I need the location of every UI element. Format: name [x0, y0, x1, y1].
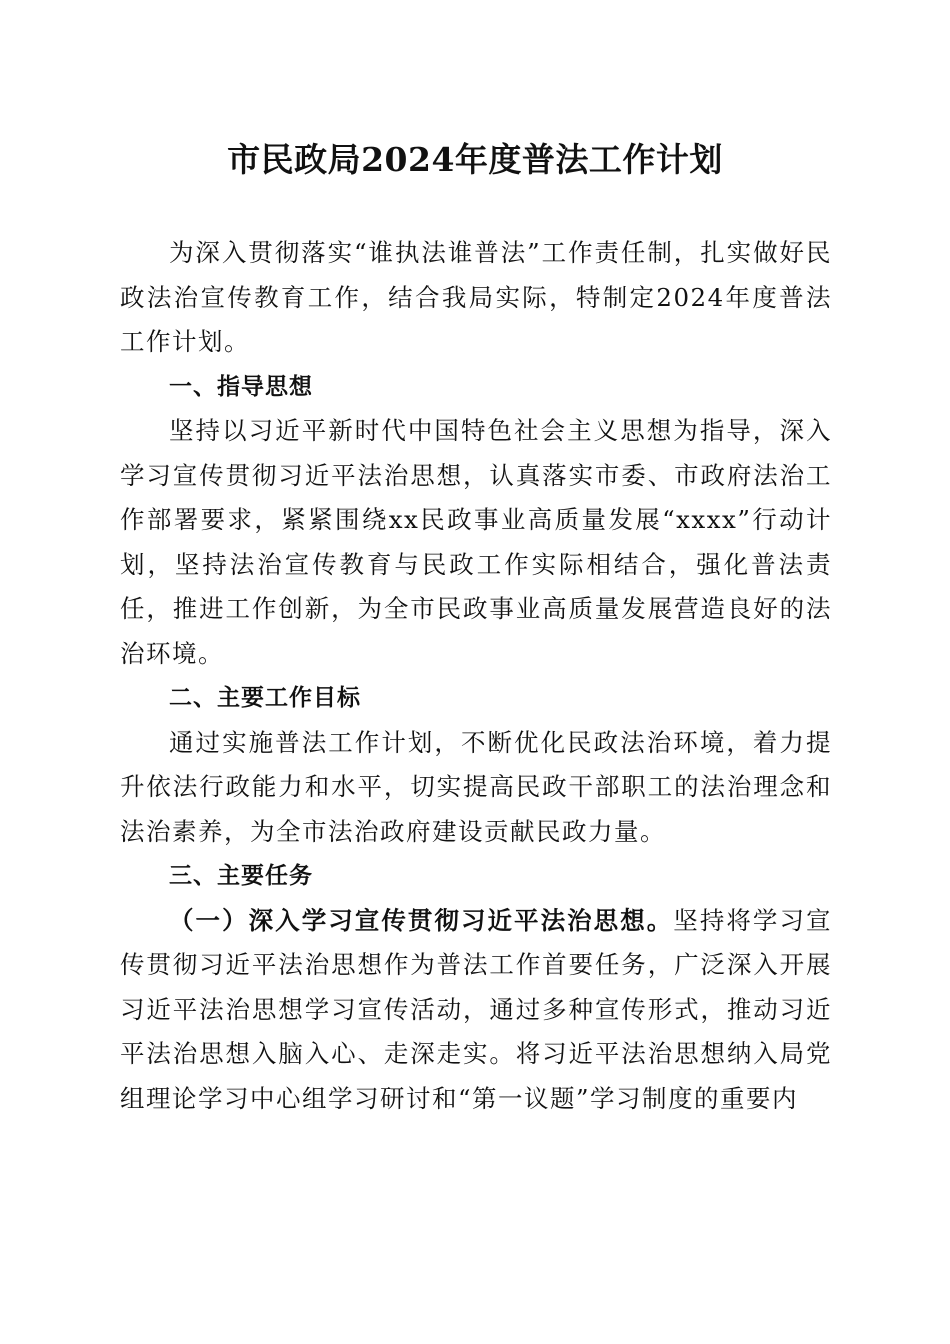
intro-paragraph: 为深入贯彻落实“谁执法谁普法”工作责任制，扎实做好民政法治宣传教育工作，结合我局实际，特制定2024年度普法工作计划。: [120, 238, 832, 356]
section-paragraph-guiding-ideology: 坚持以习近平新时代中国特色社会主义思想为指导，深入学习宣传贯彻习近平法治思想，认真落实市委、市政府法治工作部署要求，紧紧围绕xx民政事业高质量发展“xxxx”行动计划，坚持法治宣传教育与民政工作实际相结合，强化普法责任，推进工作创新，为全市民政事业高质量发展营造良好的法治环境。: [120, 416, 832, 668]
subitem-paragraph-1: [120, 899, 832, 1122]
section-heading-main-goals: 二、主要工作目标: [169, 685, 361, 711]
subitem-lead-1: （一）深入学习宣传贯彻习近平法治思想。: [169, 905, 674, 935]
section-heading-main-tasks: 三、主要任务: [169, 863, 313, 889]
document-body: [120, 231, 832, 1121]
subitem-text-1: 坚持将学习宣传贯彻习近平法治思想作为普法工作首要任务，广泛深入开展习近平法治思想学习宣传活动，通过多种宣传形式，推动习近平法治思想入脑入心、走深走实。将习近平法治思想纳入局党组理论学习中心组学习研讨和“第一议题”学习制度的重要内: [120, 905, 833, 1113]
document-title: 市民政局2024年度普法工作计划: [227, 140, 723, 179]
section-heading-guiding-ideology: 一、指导思想: [169, 373, 313, 400]
section-paragraph-main-goals: 通过实施普法工作计划，不断优化民政法治环境，着力提升依法行政能力和水平，切实提高民政干部职工的法治理念和法治素养，为全市法治政府建设贡献民政力量。: [120, 727, 832, 846]
